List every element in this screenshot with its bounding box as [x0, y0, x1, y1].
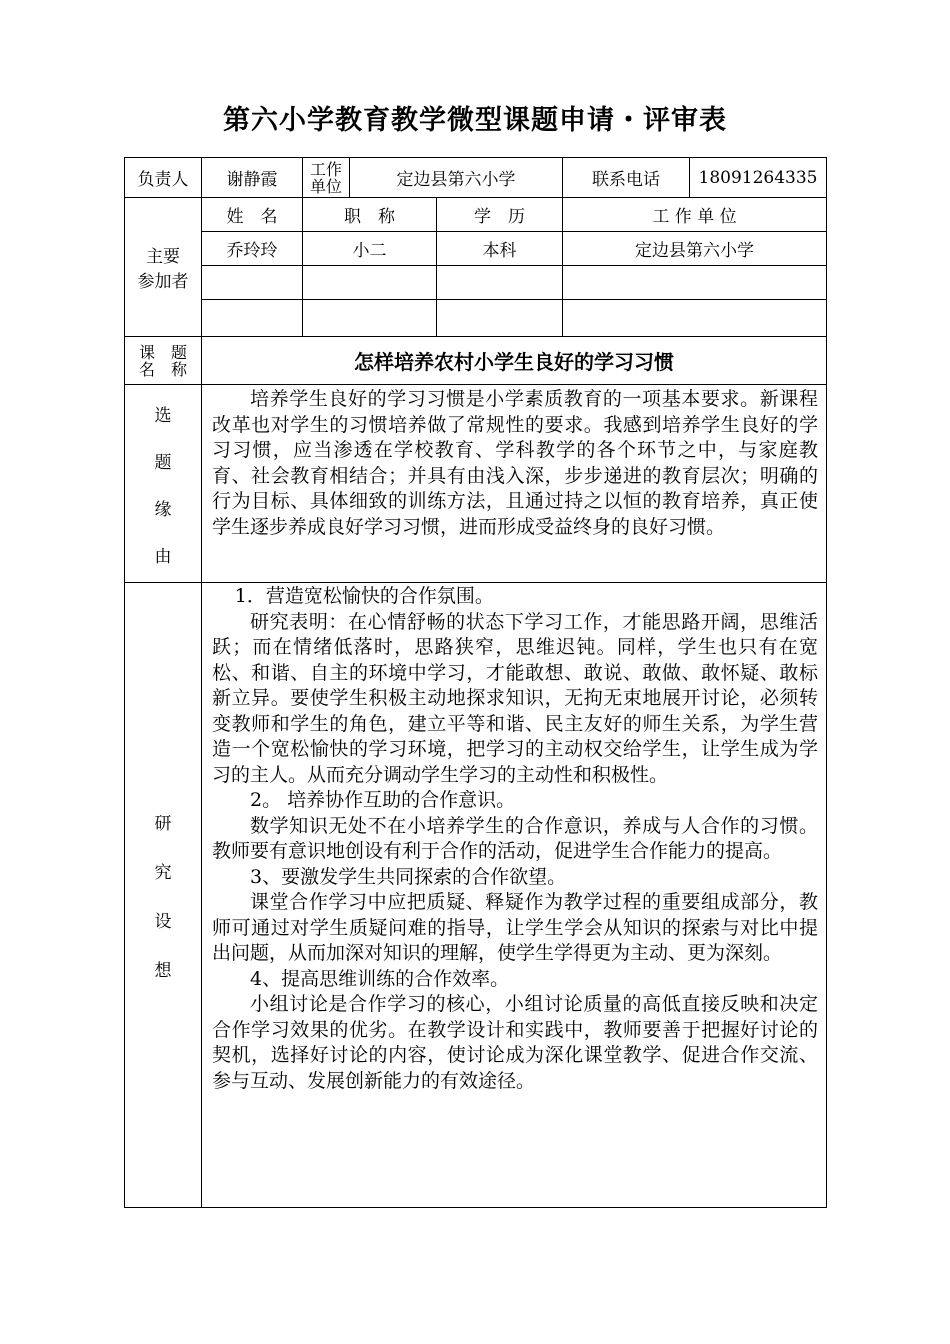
participants-header-row: [125, 198, 827, 232]
header-name: 姓 名: [202, 198, 303, 232]
research-label: [125, 583, 202, 1208]
research-heading-2: 2。 培养协作互助的合作意识。: [250, 789, 516, 811]
participant-row: [125, 232, 827, 266]
leader-row: [125, 158, 827, 198]
page-title: 第六小学教育教学微型课题申请・评审表: [223, 105, 727, 136]
participant-title: [303, 266, 437, 300]
work-unit-label-line2: 单位: [309, 176, 342, 196]
participant-education: 本科: [437, 232, 563, 266]
participant-row: [125, 266, 827, 300]
participant-row: [125, 300, 827, 337]
participant-work-unit: [563, 300, 827, 337]
participant-title: 小二: [303, 232, 437, 266]
subject-title: 怎样培养农村小学生良好的学习习惯: [202, 337, 827, 385]
phone-label: 联系电话: [563, 158, 690, 198]
participant-work-unit: [563, 266, 827, 300]
research-heading-3: 3、要激发学生共同探索的合作欲望。: [250, 865, 567, 888]
participants-label-line1: 主要: [146, 247, 180, 267]
subject-row: [125, 337, 827, 385]
subject-label: [125, 337, 202, 385]
reason-label-char: 选: [154, 405, 172, 426]
research-row: [125, 583, 827, 1208]
reason-row: [125, 385, 827, 583]
research-paragraph-1: 研究表明：在心情舒畅的状态下学习工作，才能思路开阔，思维活跃；而在情绪低落时，思路狭窄，思维迟钝。同样，学生也只有在宽松、和谐、自主的环境中学习，才能敢想、敢说、敢做、敢怀疑、敢标新立异。要使学生积极主动地探求知识，无拘无束地展开讨论，必须转变教师和学生的角色，建立平等和谐、民主友好的师生关系，为学生营造一个宽松愉快的学习环境，把学习的主动权交给学生，让学生成为学习的主人。从而充分调动学生学习的主动性和积极性。: [212, 610, 818, 786]
reason-label-char: 题: [154, 452, 172, 473]
leader-label: 负责人: [125, 158, 202, 198]
reason-label: [125, 385, 202, 583]
participant-education: [437, 300, 563, 337]
research-paragraph-2: 数学知识无处不在小培养学生的合作意识，养成与人合作的习惯。教师要有意识地创设有利于合作的活动，促进学生合作能力的提高。: [212, 814, 818, 862]
participants-label-line2: 参加者: [137, 272, 189, 292]
research-content: [202, 583, 827, 1208]
work-unit-label: [303, 158, 350, 198]
work-unit-value: 定边县第六小学: [350, 158, 563, 198]
research-label-char: 设: [154, 912, 172, 932]
participant-name: 乔玲玲: [202, 232, 303, 266]
reason-label-char: 缘: [154, 499, 172, 520]
reason-content: [202, 385, 827, 583]
subject-label-line1: 课 题: [138, 342, 187, 362]
participants-label: [125, 198, 202, 337]
participant-work-unit: 定边县第六小学: [563, 232, 827, 266]
research-label-char: 研: [154, 814, 172, 834]
research-heading-1: 1．营造宽松愉快的合作氛围。: [234, 585, 494, 607]
research-label-char: 究: [154, 863, 172, 883]
research-label-char: 想: [154, 961, 172, 981]
participant-title: [303, 300, 437, 337]
header-title: 职 称: [303, 198, 437, 232]
application-form-table: [124, 157, 827, 1208]
phone-value: 18091264335: [690, 158, 827, 198]
subject-label-line2: 名 称: [138, 359, 187, 379]
leader-value: 谢静霞: [202, 158, 303, 198]
research-paragraph-4: 小组讨论是合作学习的核心，小组讨论质量的高低直接反映和决定合作学习效果的优劣。在教学设计和实践中，教师要善于把握好讨论的契机，选择好讨论的内容，使讨论成为深化课堂教学、促进合作交流、参与互动、发展创新能力的有效途径。: [212, 993, 818, 1092]
research-heading-4: 4、提高思维训练的合作效率。: [250, 967, 510, 990]
work-unit-label-line1: 工作: [309, 159, 342, 179]
header-work-unit: 工 作 单 位: [563, 198, 827, 232]
header-education: 学 历: [437, 198, 563, 232]
participant-name: [202, 300, 303, 337]
participant-education: [437, 266, 563, 300]
reason-text: 培养学生良好的学习习惯是小学素质教育的一项基本要求。新课程改革也对学生的习惯培养做了常规性的要求。我感到培养学生良好的学习习惯，应当渗透在学校教育、学科教学的各个环节之中，与家庭教育、社会教育相结合；并具有由浅入深，步步递进的教育层次；明确的行为目标、具体细致的训练方法，且通过持之以恒的教育培养，真正使学生逐步养成良好学习习惯，进而形成受益终身的良好习惯。: [212, 388, 818, 538]
research-paragraph-3: 课堂合作学习中应把质疑、释疑作为教学过程的重要组成部分，教师可通过对学生质疑问难的指导，让学生学会从知识的探索与对比中提出问题，从而加深对知识的理解，使学生学得更为主动、更为深刻。: [212, 891, 818, 964]
reason-label-char: 由: [154, 546, 172, 567]
participant-name: [202, 266, 303, 300]
